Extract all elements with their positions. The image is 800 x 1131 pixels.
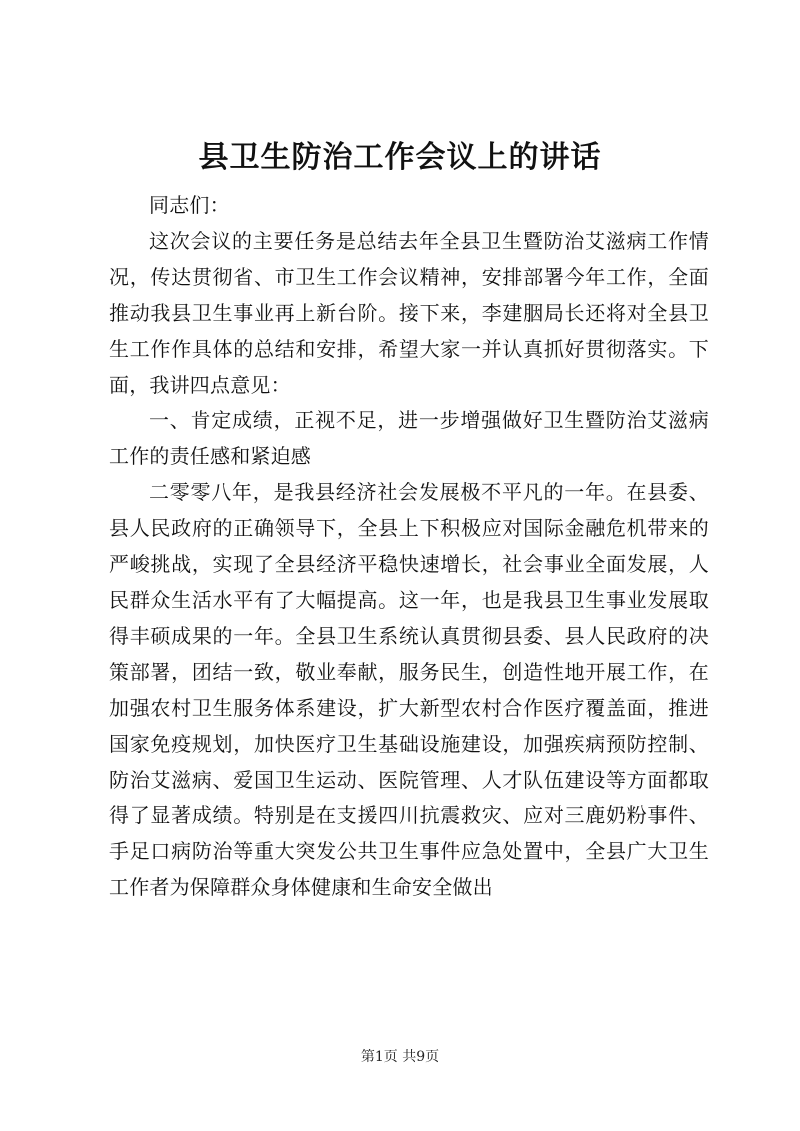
- paragraph-intro: 这次会议的主要任务是总结去年全县卫生暨防治艾滋病工作情况，传达贯彻省、市卫生工作会议精神，安排部署今年工作，全面推动我县卫生事业再上新台阶。接下来，李建胭局长还将对全县卫生工作作具体的总结和安排，希望大家一并认真抓好贯彻落实。下面，我讲四点意见：: [109, 228, 709, 397]
- page-footer: 第1页 共9页: [360, 1049, 440, 1065]
- section-heading-1: 一、肯定成绩，正视不足，进一步增强做好卫生暨防治艾滋病工作的责任感和紧迫感: [109, 408, 709, 469]
- document-body: [109, 188, 709, 906]
- salutation: 同志们：: [149, 193, 230, 217]
- paragraph-achievements: 二零零八年，是我县经济社会发展极不平凡的一年。在县委、县人民政府的正确领导下，全县上下积极应对国际金融危机带来的严峻挑战，实现了全县经济平稳快速增长，社会事业全面发展，人民群众生活水平有了大幅提高。这一年，也是我县卫生事业发展取得丰硕成果的一年。全县卫生系统认真贯彻县委、县人民政府的决策部署，团结一致，敬业奉献，服务民生，创造性地开展工作，在加强农村卫生服务体系建设，扩大新型农村合作医疗覆盖面，推进国家免疫规划，加快医疗卫生基础设施建设，加强疾病预防控制、防治艾滋病、爱国卫生运动、医院管理、人才队伍建设等方面都取得了显著成绩。特别是在支援四川抗震救灾、应对三鹿奶粉事件、手足口病防治等重大突发公共卫生事件应急处置中，全县广大卫生工作者为保障群众身体健康和生命安全做出: [109, 480, 709, 900]
- document-title: 县卫生防治工作会议上的讲话: [198, 140, 602, 175]
